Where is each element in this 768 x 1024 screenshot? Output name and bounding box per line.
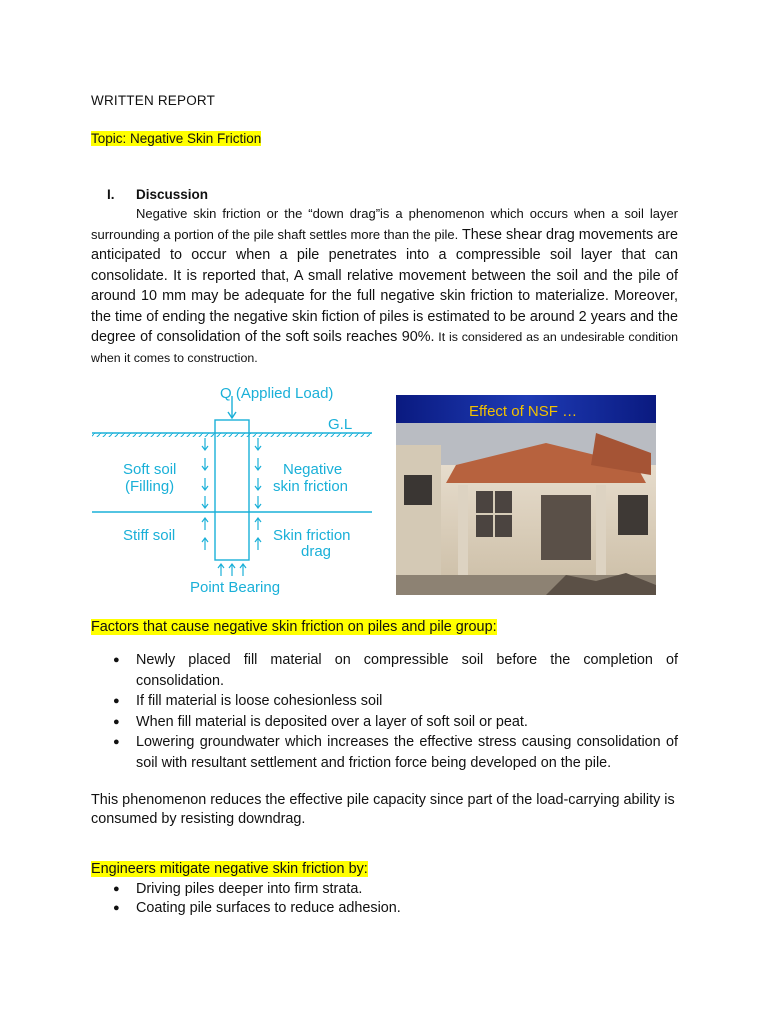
list-item: ● Newly placed fill material on compressible soil before the completion of consolidation.: [113, 652, 678, 689]
down-arrows-right: [255, 438, 261, 508]
report-title: WRITTEN REPORT: [91, 93, 216, 108]
down-arrows-left: [202, 438, 208, 508]
column-right: [596, 485, 606, 585]
negative-label: Negative: [283, 461, 343, 478]
bullet-icon: ●: [113, 695, 120, 707]
nsf-photo: [396, 395, 656, 595]
soft-soil-label: Soft soil: [123, 461, 177, 478]
column-left: [458, 485, 468, 585]
discussion-sentence-2: These shear drag movements are anticipated to occur when a pile penetrates into a compressible soil layer that can consolidate. It is reported that, A small relative movement between the soil and the pile of around 10 mm may be adequate for the full negative skin friction to materialize. Moreover, the time of ending the negative skin fiction of piles is estimated to be around 2 years and the degree of consolidation of the soft soils reaches 90%.: [91, 226, 678, 345]
up-arrows-left: [202, 518, 208, 550]
skin-friction-drag-label: Skin friction: [273, 527, 351, 544]
pile-shaft: [215, 420, 249, 560]
factors-heading-text: Factors that cause negative skin friction on piles and pile group:: [91, 619, 497, 635]
applied-load-label: Q (Applied Load): [220, 385, 334, 402]
doorway: [541, 495, 591, 560]
section-number: I.: [107, 187, 115, 202]
bullet-icon: ●: [113, 654, 120, 666]
stiff-soil-label: Stiff soil: [123, 527, 176, 544]
up-arrows-right: [255, 518, 261, 550]
mitigation-heading: [91, 861, 368, 877]
point-bearing-label: Point Bearing: [190, 579, 281, 596]
phenomenon-paragraph: This phenomenon reduces the effective pile capacity since part of the load-carrying ability is consumed by resisting downdrag.: [91, 792, 675, 827]
list-item: ● If fill material is loose cohesionless soil: [91, 691, 678, 712]
bullet-icon: ●: [113, 901, 120, 914]
photo-caption: Effect of NSF …: [469, 403, 578, 420]
topic-heading: [91, 131, 261, 146]
left-block: [396, 445, 441, 595]
list-item: ● Lowering groundwater which increases the effective stress causing consolidation of soil with resultant settlement and friction force being developed on the pile.: [113, 734, 678, 771]
window-left: [404, 475, 432, 505]
discussion-paragraph: [91, 204, 678, 368]
section-title: Discussion: [136, 187, 209, 202]
list-item: ● Coating pile surfaces to reduce adhesion.: [113, 899, 401, 916]
list-item: ● Driving piles deeper into firm strata.: [113, 881, 363, 897]
factors-heading: [91, 619, 497, 635]
drag-label: drag: [301, 543, 332, 560]
ground-hatch: [92, 433, 372, 437]
filling-label: (Filling): [125, 478, 175, 495]
window-right: [618, 495, 648, 535]
bearing-arrows: [218, 564, 246, 576]
factors-list: [91, 650, 678, 773]
mitigation-heading-text: Engineers mitigate negative skin friction by:: [91, 861, 368, 877]
list-item: ● When fill material is deposited over a layer of soft soil or peat.: [91, 712, 678, 733]
discussion-sentence-3: It is considered as an undesirable condition when it comes to construction.: [91, 330, 678, 365]
topic-text: Topic: Negative Skin Friction: [91, 131, 262, 146]
ground-level-label: G.L: [328, 416, 353, 433]
mitigation-list: [91, 880, 678, 917]
bullet-icon: ●: [113, 883, 120, 895]
nsf-diagram: [88, 380, 382, 598]
skin-friction-label: skin friction: [273, 478, 349, 495]
discussion-sentence-1: Negative skin friction or the “down drag”is a phenomenon which occurs when a soil layer surrounding a portion of the pile shaft settles more than the pile.: [91, 206, 678, 242]
bullet-icon: ●: [113, 736, 120, 748]
bullet-icon: ●: [113, 715, 120, 728]
